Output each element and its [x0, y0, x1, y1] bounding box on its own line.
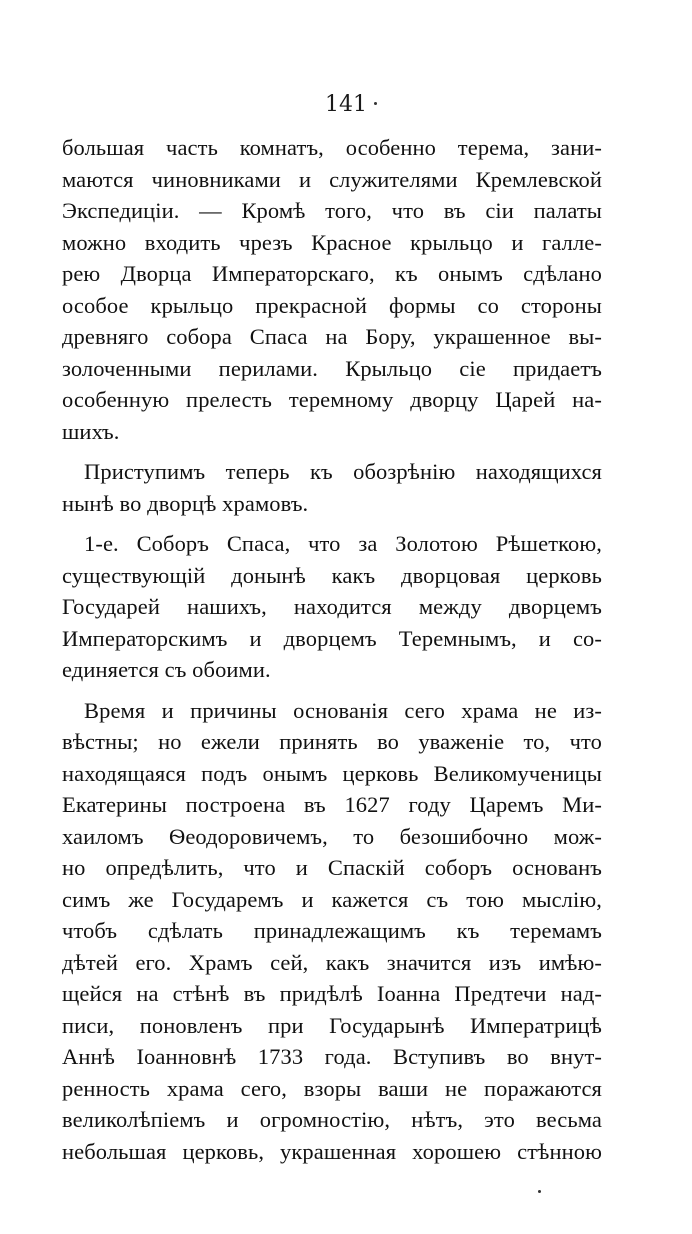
text-line: симъ же Государемъ и кажется съ тою мыслію, — [62, 886, 602, 912]
text-line: писи, поновленъ при Государынѣ Императрицѣ — [62, 1012, 602, 1038]
paragraph-continuation — [62, 132, 602, 447]
print-speck — [538, 1190, 541, 1193]
text-line: особенную прелесть теремному дворцу Царей на- — [62, 387, 602, 412]
text-line: древняго собора Спаса на Бору, украшенное вы- — [62, 324, 602, 349]
paragraph-cathedral-heading — [62, 528, 602, 686]
text-line: щейся на стѣнѣ въ придѣлѣ Іоанна Предтечи над- — [62, 981, 602, 1006]
text-line: небольшая церковь, украшенная хорошею стѣнною — [62, 1138, 602, 1164]
body-text — [62, 132, 602, 1167]
text-line: вѣстны; но ежели принять во уваженіе то, что — [62, 729, 602, 754]
text-line: Приступимъ теперь къ обозрѣнію находящихся — [84, 459, 602, 484]
text-line: Время и причины основанія сего храма не из- — [84, 697, 602, 723]
paragraph-history — [62, 695, 602, 1168]
text-line: особое крыльцо прекрасной формы со стороны — [62, 292, 602, 318]
text-line: единяется съ обоими. — [62, 657, 271, 682]
text-line: находящаяся подъ онымъ церковь Великомученицы — [62, 760, 602, 786]
text-line: рею Дворца Императорскаго, къ онымъ сдѣлано — [62, 261, 602, 286]
text-line: шихъ. — [62, 418, 120, 444]
text-line: Экспедиціи. — Кромѣ того, что въ сіи палаты — [62, 198, 602, 223]
paragraph-temples-intro — [62, 456, 602, 519]
text-line: маются чиновниками и служителями Кремлевской — [62, 166, 602, 192]
text-line: чтобъ сдѣлать принадлежащимъ къ теремамъ — [62, 918, 602, 943]
text-line: Аннѣ Іоанновнѣ 1733 года. Вступивъ во внут- — [62, 1044, 602, 1069]
text-line: ренность храма сего, взоры ваши не поражаются — [62, 1075, 602, 1101]
text-line: существующій донынѣ какъ дворцовая церковь — [62, 562, 602, 588]
text-line: 1-е. Соборъ Спаса, что за Золотою Рѣшеткою, — [84, 531, 602, 556]
text-line: хаиломъ Ѳеодоровичемъ, то безошибочно мож- — [62, 823, 602, 849]
text-line: нынѣ во дворцѣ храмовъ. — [62, 490, 309, 516]
text-line: великолѣпіемъ и огромностію, нѣтъ, это весьма — [62, 1107, 602, 1132]
text-line: Екатерины построена въ 1627 году Царемъ Ми- — [62, 792, 602, 817]
text-line: можно входить чрезъ Красное крыльцо и галле- — [62, 229, 602, 255]
page-number: 141 — [325, 92, 367, 117]
text-line: дѣтей его. Храмъ сей, какъ значится изъ имѣю- — [62, 949, 602, 975]
text-line: большая часть комнатъ, особенно терема, зани- — [62, 135, 602, 160]
text-line: Государей нашихъ, находится между дворцемъ — [62, 594, 602, 619]
print-speck — [374, 102, 377, 105]
text-line: золоченными перилами. Крыльцо сіе придаетъ — [62, 355, 602, 381]
text-line: но опредѣлить, что и Спаскій соборъ основанъ — [62, 855, 602, 880]
text-line: Императорскимъ и дворцемъ Теремнымъ, и со- — [62, 625, 602, 651]
